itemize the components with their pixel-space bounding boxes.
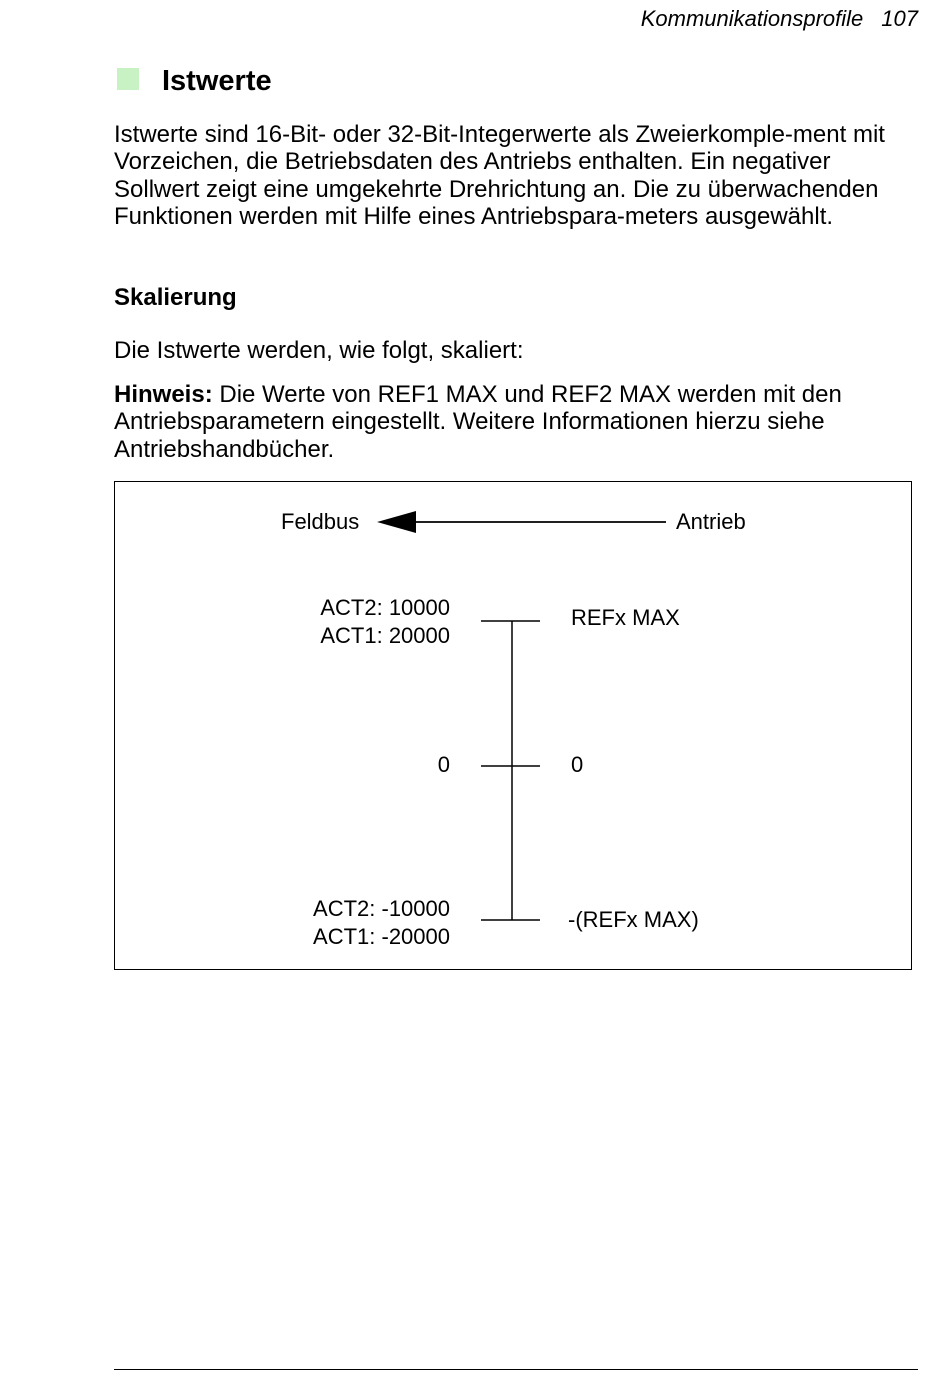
label-zero-right: 0 (571, 752, 584, 777)
label-act1-min: ACT1: -20000 (313, 924, 450, 949)
section-title: Istwerte (162, 65, 272, 97)
label-zero-left: 0 (437, 752, 450, 777)
label-antrieb: Antrieb (676, 509, 746, 534)
section-marker-square (117, 68, 139, 90)
scaling-diagram-lines (115, 482, 913, 971)
note-text: Die Werte von REF1 MAX und REF2 MAX werden mit den Antriebsparametern eingestellt. Weitere Informationen hierzu siehe Antriebshandbücher. (114, 381, 842, 463)
scaling-paragraph: Die Istwerte werden, wie folgt, skaliert: (114, 337, 524, 364)
intro-paragraph: Istwerte sind 16-Bit- oder 32-Bit-Integerwerte als Zweierkomple-ment mit Vorzeichen, die Betriebsdaten des Antriebs enthalten. Ein negativer Sollwert zeigt eine umgekehrte Drehrichtung an. Die zu überwachenden Funktionen werden mit Hilfe eines Antriebspara-meters ausgewählt. (114, 121, 885, 231)
footer-rule (114, 1369, 918, 1370)
note-paragraph (114, 381, 920, 463)
scaling-diagram (114, 481, 912, 970)
page-number: 107 (881, 6, 918, 31)
label-act2-min: ACT2: -10000 (313, 896, 450, 921)
label-feldbus: Feldbus (281, 509, 360, 534)
label-act2-max: ACT2: 10000 (320, 595, 450, 620)
label-act1-max: ACT1: 20000 (320, 623, 450, 648)
running-header (641, 6, 918, 32)
subsection-title: Skalierung (114, 284, 237, 311)
header-title: Kommunikationsprofile (640, 6, 864, 31)
direction-arrow-head (377, 511, 416, 533)
note-label: Hinweis: (114, 381, 213, 408)
label-refx-min: -(REFx MAX) (568, 907, 699, 932)
label-refx-max: REFx MAX (571, 605, 680, 630)
